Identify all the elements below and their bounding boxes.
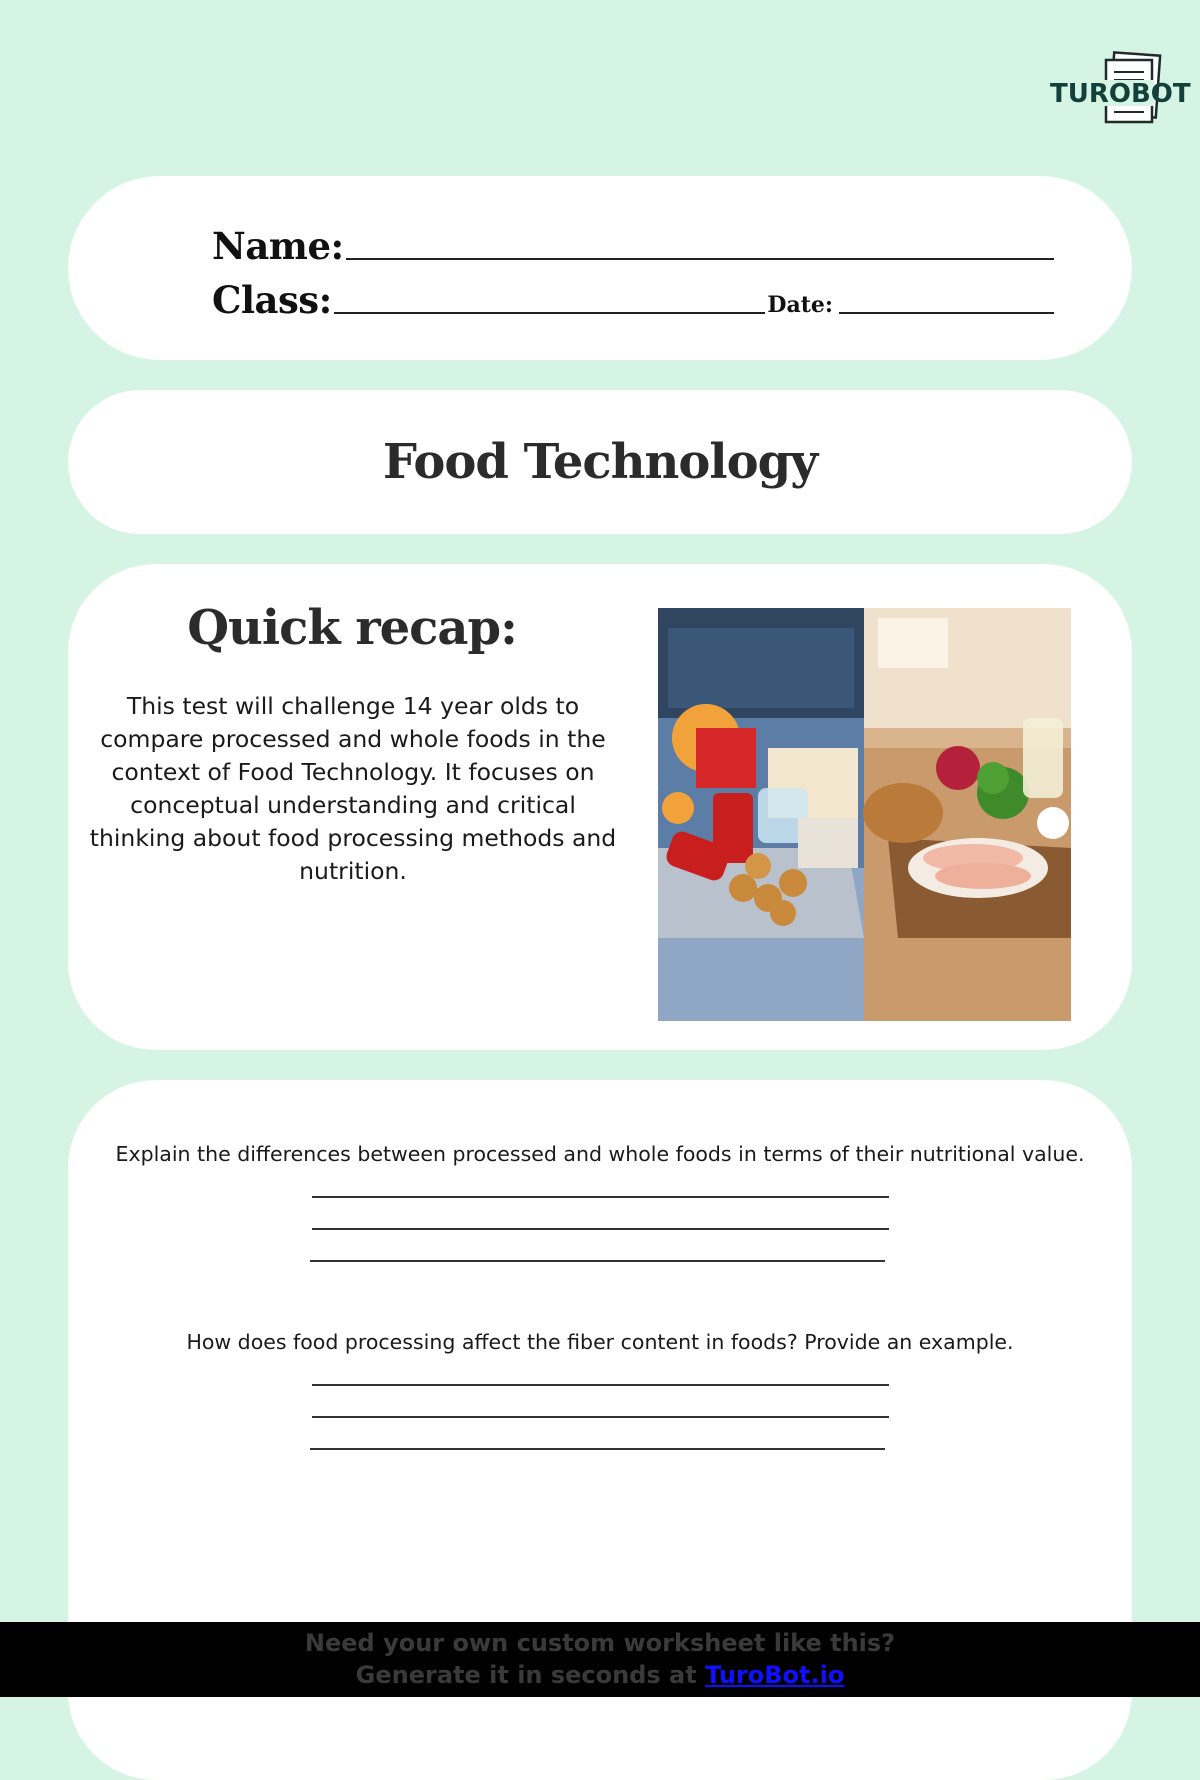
answer-line[interactable] xyxy=(312,1196,889,1198)
date-label: Date: xyxy=(767,292,833,318)
class-field[interactable] xyxy=(334,312,766,314)
class-row xyxy=(212,278,1054,322)
turobot-link[interactable]: TuroBot.io xyxy=(705,1661,845,1689)
class-label: Class: xyxy=(212,278,332,322)
answer-line[interactable] xyxy=(312,1228,889,1230)
question-2: How does food processing affect the fiber content in foods? Provide an example. xyxy=(186,1330,1014,1354)
promo-footer xyxy=(0,1622,1200,1697)
name-field[interactable] xyxy=(346,258,1054,260)
footer-line-2 xyxy=(0,1659,1200,1691)
answer-line[interactable] xyxy=(310,1448,885,1450)
name-row xyxy=(212,224,1054,268)
footer-line-1: Need your own custom worksheet like this? xyxy=(304,1629,896,1657)
recap-card xyxy=(68,564,1132,1050)
logo-wordmark: TUROBOT xyxy=(1050,79,1191,109)
recap-text: This test will challenge 14 year olds to compare processed and whole foods in the context of Food Technology. It focuses on conceptual understanding and critical thinking about food processing methods and nutrition. xyxy=(89,692,617,885)
answer-line[interactable] xyxy=(312,1384,889,1386)
student-info-card xyxy=(68,176,1132,360)
name-label: Name: xyxy=(212,224,344,268)
processed-vs-whole-foods-image xyxy=(658,608,1071,1021)
title-card xyxy=(68,390,1132,534)
worksheet-title: Food Technology xyxy=(382,434,818,490)
question-1: Explain the differences between processed and whole foods in terms of their nutritional value. xyxy=(115,1142,1085,1166)
recap-heading: Quick recap: xyxy=(187,600,517,656)
date-field[interactable] xyxy=(839,312,1054,314)
answer-line[interactable] xyxy=(312,1416,889,1418)
footer-line-2-prefix: Generate it in seconds at xyxy=(355,1661,706,1689)
answer-line[interactable] xyxy=(310,1260,885,1262)
turobot-logo xyxy=(1040,48,1191,138)
